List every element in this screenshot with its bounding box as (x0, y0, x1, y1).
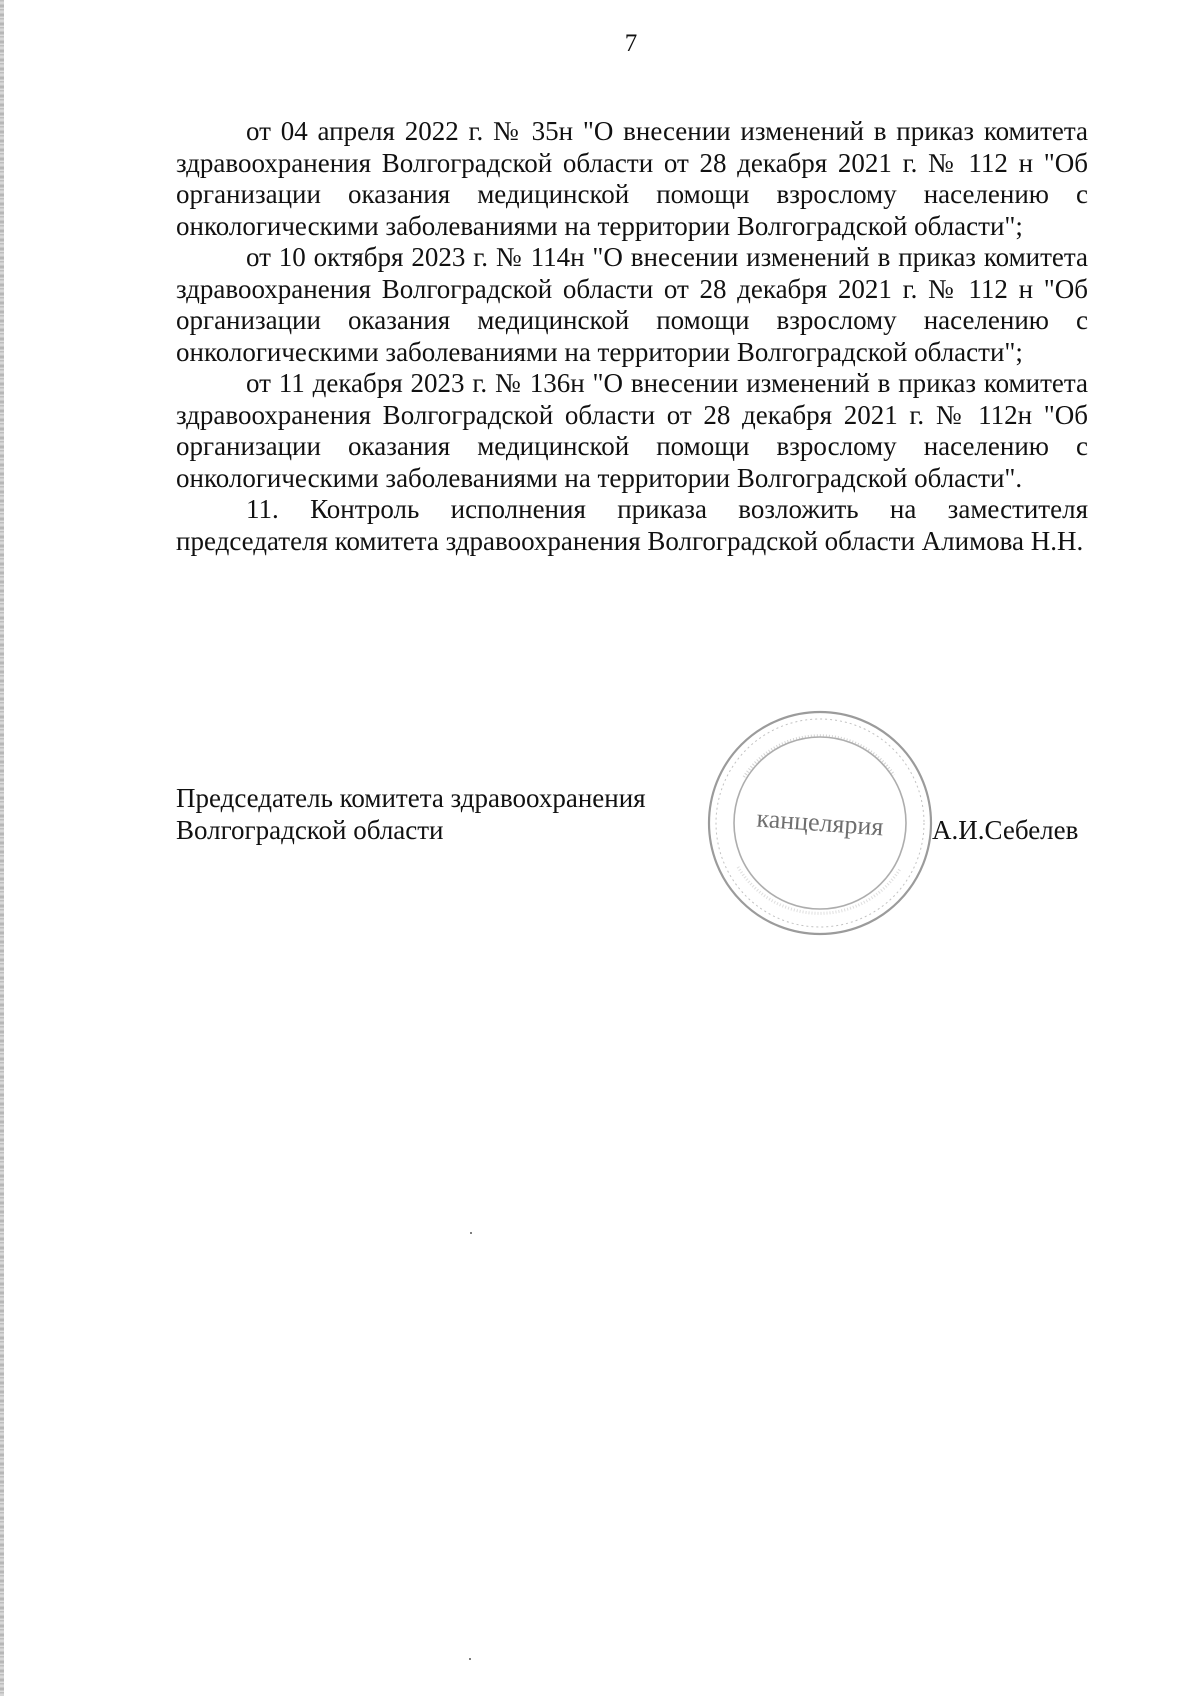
paragraph-control-clause: 11. Контроль исполнения приказа возложить на заместителя председателя комитета здравоохранения Волгоградской области Алимова Н.Н. (176, 494, 1088, 556)
signatory-position (176, 783, 646, 846)
scan-speck (470, 1232, 472, 1234)
scan-edge (0, 0, 4, 1696)
signatory-position-line1: Председатель комитета здравоохранения (176, 783, 646, 813)
paragraph-amendment-136n: от 11 декабря 2023 г. № 136н "О внесении изменений в приказ комитета здравоохранения Волгоградской области от 28 декабря 2021 г. № 112н "Об организации оказания медицинской помощи взрослому населению с онкологическими заболеваниями на территории Волгоградской области". (176, 368, 1088, 493)
page-number: 7 (624, 30, 638, 57)
stamp-text: канцелярия (755, 803, 885, 842)
signatory-position-line2: Волгоградской области (176, 814, 444, 845)
document-body (176, 116, 1088, 557)
paragraph-amendment-35n: от 04 апреля 2022 г. № 35н "О внесении изменений в приказ комитета здравоохранения Волгоградской области от 28 декабря 2021 г. № 112 н "Об организации оказания медицинской помощи взрослому населению с онкологическими заболеваниями на территории Волгоградской области"; (176, 116, 1088, 241)
office-stamp (704, 707, 936, 939)
signatory-name: А.И.Себелев (932, 815, 1079, 845)
scan-speck (469, 1658, 471, 1660)
paragraph-amendment-114n: от 10 октября 2023 г. № 114н "О внесении изменений в приказ комитета здравоохранения Волгоградской области от 28 декабря 2021 г. № 112 н "Об организации оказания медицинской помощи взрослому населению с онкологическими заболеваниями на территории Волгоградской области"; (176, 242, 1088, 367)
